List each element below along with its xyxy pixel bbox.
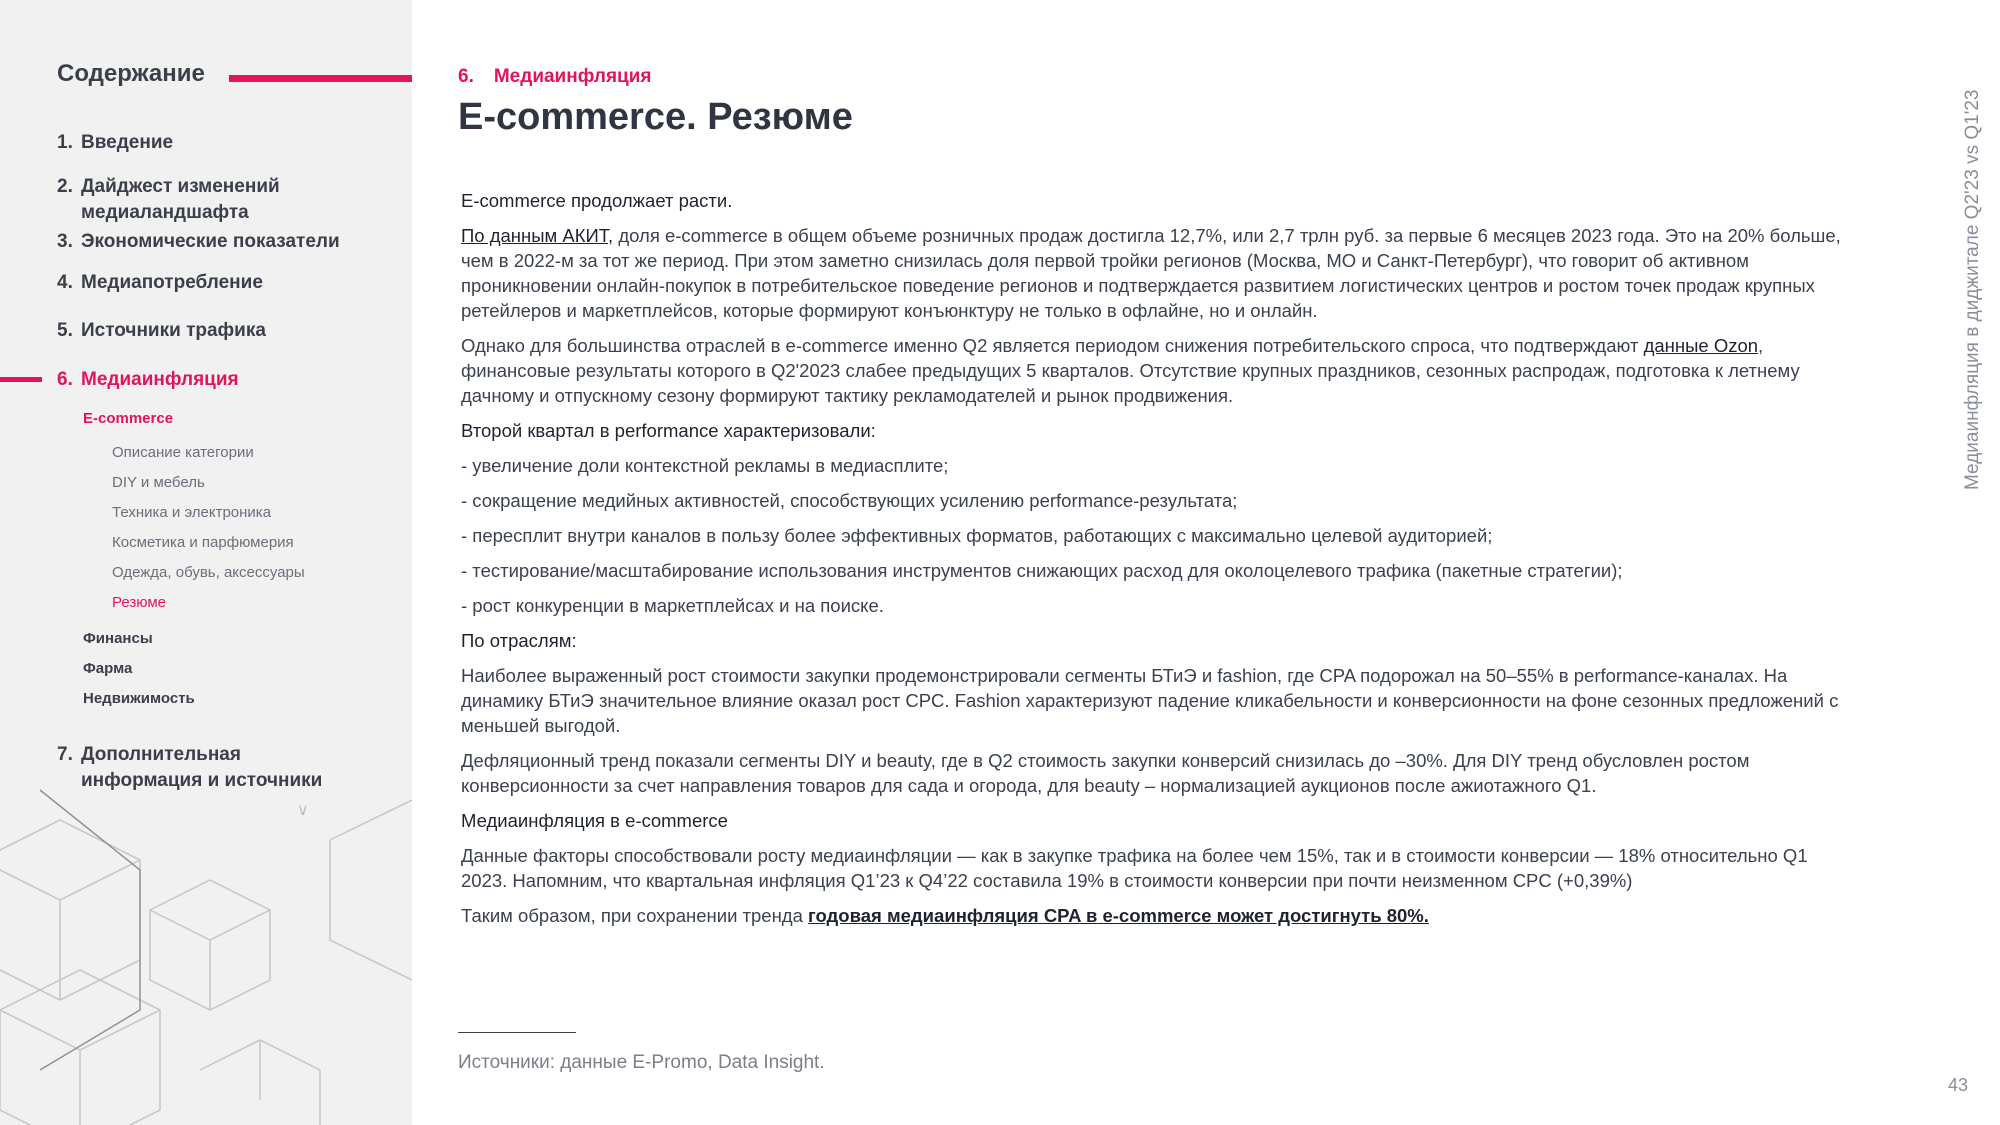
toc-sub-ecommerce[interactable]: E-commerce xyxy=(83,410,174,427)
toc-item-traffic-sources[interactable]: 5. Источники трафика xyxy=(57,318,266,344)
toc-sub-real-estate[interactable]: Недвижимость xyxy=(83,690,195,707)
paragraph-deflation-segments: Дефляционный тренд показали сегменты DIY и beauty, где в Q2 стоимость закупки конверсий снизилась до –30%. Для DIY тренд обусловлен ростом конверсионности за счет направления товаров для сада и огорода, для beauty – нормализацией аукционов после ажиотажного Q1. xyxy=(461,750,1750,796)
active-section-marker xyxy=(0,377,42,382)
inflation-heading: Медиаинфляция в e-commerce xyxy=(461,810,728,831)
summary-body xyxy=(461,188,1856,938)
table-of-contents-sidebar xyxy=(0,0,412,1125)
toc-item-digest[interactable]: 2. Дайджест изменений медиаландшафта xyxy=(57,174,280,226)
paragraph-inflation-factors: Данные факторы способствовали росту медиаинфляции — как в закупке трафика на более чем 15%, так и в стоимости конверсии — 18% относительно Q1 2023. Напомним, что квартальная инфляция Q1’23 к Q4’22 составила 19% в стоимости конверсии при почти неизменном CPC (+0,39%) xyxy=(461,845,1808,891)
toc-subsub-electronics[interactable]: Техника и электроника xyxy=(112,504,272,521)
list-item: - сокращение медийных активностей, способствующих усилению performance-результата; xyxy=(461,490,1238,511)
footnote-divider xyxy=(458,1032,576,1033)
paragraph-growth-segments: Наиболее выраженный рост стоимости закупки продемонстрировали сегменты БТиЭ и fashion, где CPA подорожал на 50–55% в performance-каналах. На динамику БТиЭ значительное влияние оказал рост CPC. Fashion характеризуют падение кликабельности и конверсионности на фоне сезонных предложений с меньшей выгодой. xyxy=(461,665,1839,736)
toc-item-label: Экономические показатели xyxy=(81,231,340,252)
toc-item-label: Источники трафика xyxy=(81,320,266,341)
toc-item-introduction[interactable]: 1. Введение xyxy=(57,130,173,156)
toc-subsub-category-description[interactable]: Описание категории xyxy=(112,444,254,461)
toc-item-media-inflation[interactable]: 6. Медиаинфляция xyxy=(57,367,239,393)
toc-item-label: Медиапотребление xyxy=(81,272,263,293)
akit-source-link[interactable]: По данным АКИТ, xyxy=(461,225,614,246)
paragraph-conclusion: Таким образом, при сохранении тренда годовая медиаинфляция CPA в e-commerce может достигнуть 80%. xyxy=(461,905,1429,926)
list-item: - тестирование/масштабирование использования инструментов снижающих расход для околоцелевого трафика (пакетные стратегии); xyxy=(461,560,1623,581)
toc-subsub-summary[interactable]: Резюме xyxy=(112,594,166,611)
list-item: - увеличение доли контекстной рекламы в медиасплите; xyxy=(461,455,949,476)
paragraph-ozon: Однако для большинства отраслей в e-commerce именно Q2 является периодом снижения потребительского спроса, что подтверждают данные Ozon, финансовые результаты которого в Q2'2023 слабее предыдущих 5 кварталов. Отсутствие крупных праздников, сезонных распродаж, подготовка к летнему дачному и отпускному сезону формируют тактику рекламодателей и рынок продвижения. xyxy=(461,335,1800,406)
sources-footnote: Источники: данные E-Promo, Data Insight. xyxy=(458,1052,825,1073)
ozon-data-link[interactable]: данные Ozon xyxy=(1643,335,1759,356)
vertical-report-caption: Медиаинфляция в диджитале Q2'23 vs Q1'23 xyxy=(1962,89,1983,490)
toc-subsub-diy-furniture[interactable]: DIY и мебель xyxy=(112,474,205,491)
toc-title: Содержание xyxy=(57,60,205,87)
toc-sub-pharma[interactable]: Фарма xyxy=(83,660,133,677)
page-title: E-commerce. Резюме xyxy=(458,96,853,138)
paragraph-akit: По данным АКИТ, доля e-commerce в общем объеме розничных продаж достигла 12,7%, или 2,7 трлн руб. за первые 6 месяцев 2023 года. Это на 20% больше, чем в 2022-м за тот же период. При этом заметно снизилась доля первой тройки регионов (Москва, МО и Санкт-Петербург), что говорит об активном проникновении онлайн-покупок в потребительское поведение регионов и подтверждается развитием логистических центров и ростом точек продаж крупных ретейлеров и маркетплейсов, которые формируют конъюнктуру не только в офлайне, но и онлайн. xyxy=(461,225,1841,321)
annual-inflation-link[interactable]: годовая медиаинфляция CPA в e-commerce может достигнуть 80%. xyxy=(808,905,1429,926)
performance-heading: Второй квартал в performance характеризовали: xyxy=(461,420,876,441)
chevron-down-icon[interactable]: ∨ xyxy=(297,802,309,819)
list-item: - пересплит внутри каналов в пользу более эффективных форматов, работающих с максимально целевой аудиторией; xyxy=(461,525,1493,546)
toc-item-additional-info[interactable]: 7. Дополнительная информация и источники xyxy=(57,742,322,794)
toc-item-label: Медиаинфляция xyxy=(81,369,239,390)
intro-line: E-commerce продолжает расти. xyxy=(461,190,733,211)
cube-pattern-decoration xyxy=(0,780,412,1125)
toc-item-label: Введение xyxy=(81,132,174,153)
section-label: 6. Медиаинфляция xyxy=(458,66,652,87)
list-item: - рост конкуренции в маркетплейсах и на поиске. xyxy=(461,595,884,616)
toc-item-economic-indicators[interactable]: 3. Экономические показатели xyxy=(57,229,340,255)
toc-title-accent-bar xyxy=(229,75,412,82)
toc-item-label: Дайджест изменений медиаландшафта xyxy=(81,176,280,223)
toc-subsub-apparel[interactable]: Одежда, обувь, аксессуары xyxy=(112,564,305,581)
toc-sub-finance[interactable]: Финансы xyxy=(83,630,153,647)
sectors-heading: По отраслям: xyxy=(461,630,577,651)
page-number: 43 xyxy=(1948,1075,1969,1095)
toc-subsub-cosmetics[interactable]: Косметика и парфюмерия xyxy=(112,534,294,551)
toc-item-label: Дополнительная информация и источники xyxy=(81,744,323,791)
toc-item-media-consumption[interactable]: 4. Медиапотребление xyxy=(57,270,263,296)
